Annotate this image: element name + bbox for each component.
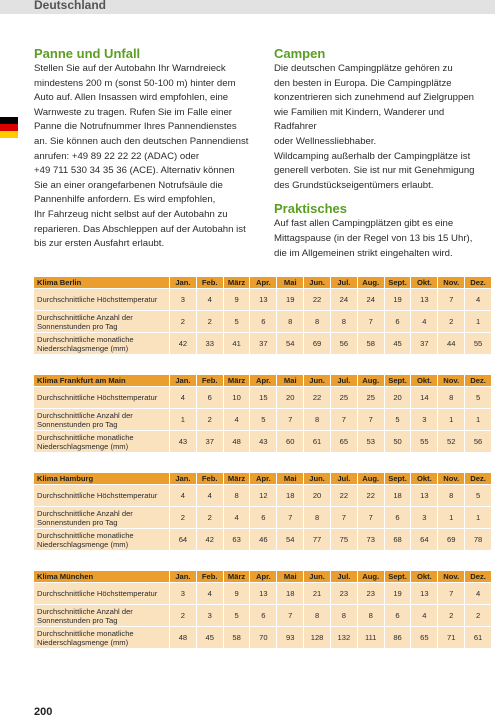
table-row: [34, 333, 492, 355]
month-header: Dez.: [465, 571, 492, 583]
table-cell: 25: [330, 387, 357, 409]
table-cell: 25: [357, 387, 384, 409]
month-header: Jan.: [170, 375, 197, 387]
month-header: Jun.: [304, 473, 331, 485]
table-cell: 53: [357, 431, 384, 453]
month-header: März: [223, 571, 250, 583]
climate-city-title: Klima Frankfurt am Main: [34, 375, 170, 387]
month-header: Okt.: [411, 277, 438, 289]
table-cell: 19: [384, 583, 411, 605]
table-cell: 5: [250, 409, 277, 431]
month-header: Jul.: [330, 571, 357, 583]
panne-section: [34, 46, 249, 252]
table-cell: 4: [223, 507, 250, 529]
table-cell: 7: [438, 289, 465, 311]
table-cell: 13: [411, 583, 438, 605]
praktisches-heading: Praktisches: [274, 201, 347, 217]
table-cell: 6: [250, 311, 277, 333]
month-header: Okt.: [411, 473, 438, 485]
table-cell: 1: [465, 311, 492, 333]
table-cell: 3: [411, 507, 438, 529]
table-cell: 2: [170, 507, 197, 529]
table-cell: 43: [170, 431, 197, 453]
table-cell: 73: [357, 529, 384, 551]
table-cell: 2: [438, 605, 465, 627]
climate-table: [34, 473, 492, 550]
running-header: [0, 0, 495, 14]
table-cell: 3: [170, 583, 197, 605]
table-cell: 5: [465, 485, 492, 507]
table-cell: 1: [438, 409, 465, 431]
table-cell: 61: [304, 431, 331, 453]
table-cell: 86: [384, 627, 411, 649]
month-header: Sept.: [384, 473, 411, 485]
row-label: Durchschnittliche monatliche Niederschlagsmenge (mm): [34, 627, 170, 649]
month-header: Feb.: [196, 571, 223, 583]
climate-table-header: [34, 571, 492, 583]
flag-stripe-black: [0, 117, 18, 124]
table-cell: 10: [223, 387, 250, 409]
table-cell: 20: [384, 387, 411, 409]
row-label: Durchschnittliche monatliche Niederschlagsmenge (mm): [34, 529, 170, 551]
table-cell: 2: [196, 507, 223, 529]
climate-table-header: [34, 375, 492, 387]
table-cell: 22: [304, 289, 331, 311]
table-cell: 8: [304, 507, 331, 529]
table-cell: 65: [330, 431, 357, 453]
table-cell: 19: [384, 289, 411, 311]
climate-table-header: [34, 277, 492, 289]
table-cell: 9: [223, 583, 250, 605]
table-cell: 8: [357, 605, 384, 627]
table-cell: 93: [277, 627, 304, 649]
table-cell: 111: [357, 627, 384, 649]
table-cell: 6: [384, 507, 411, 529]
table-cell: 44: [438, 333, 465, 355]
row-label: Durchschnittliche monatliche Niederschlagsmenge (mm): [34, 333, 170, 355]
month-header: Nov.: [438, 375, 465, 387]
table-cell: 77: [304, 529, 331, 551]
month-header: März: [223, 473, 250, 485]
climate-table-header: [34, 473, 492, 485]
month-header: Aug.: [357, 571, 384, 583]
table-cell: 4: [170, 485, 197, 507]
table-cell: 20: [277, 387, 304, 409]
table-cell: 8: [223, 485, 250, 507]
table-cell: 7: [357, 311, 384, 333]
table-row: [34, 387, 492, 409]
month-header: Apr.: [250, 473, 277, 485]
table-cell: 7: [357, 507, 384, 529]
table-cell: 22: [330, 485, 357, 507]
month-header: Feb.: [196, 277, 223, 289]
table-cell: 61: [465, 627, 492, 649]
praktisches-text: Auf fast allen Campingplätzen gibt es eine Mittagspause (in der Regel von 13 bis 15 Uhr), die im Allgemeinen strikt eingehalten wird.: [274, 218, 473, 259]
table-cell: 1: [465, 409, 492, 431]
month-header: Aug.: [357, 473, 384, 485]
table-cell: 2: [196, 409, 223, 431]
table-cell: 8: [438, 387, 465, 409]
row-label: Durchschnittliche Anzahl der Sonnenstunden pro Tag: [34, 507, 170, 529]
table-cell: 63: [223, 529, 250, 551]
table-cell: 18: [277, 583, 304, 605]
table-row: [34, 311, 492, 333]
table-cell: 13: [411, 289, 438, 311]
month-header: Sept.: [384, 375, 411, 387]
table-cell: 64: [411, 529, 438, 551]
table-cell: 55: [411, 431, 438, 453]
table-cell: 43: [250, 431, 277, 453]
row-label: Durchschnittliche Höchsttemperatur: [34, 387, 170, 409]
table-cell: 45: [384, 333, 411, 355]
table-cell: 8: [304, 409, 331, 431]
panne-text: Stellen Sie auf der Autobahn Ihr Warndreieck mindestens 200 m (sonst 50-100 m) hinter dem Auto auf. Allen Insassen wird empfohlen, eine Warnweste zu tragen. Rufen Sie im Falle einer Panne die Notrufnummer Ihres Pannendienstes an. Sie können auch den deutschen Pannendienst anrufen: +49 89 22 22 22 (ADAC) oder +49 711 530 34 35 36 (ACE). Alternativ können Sie an einer orangefarbenen Notrufsäule die Pannenhilfe anfordern. Es wird empfohlen, Ihr Fahrzeug nicht selbst auf der Autobahn zu reparieren. Das Abschleppen auf der Autobahn ist bis zur ersten Ausfahrt erlaubt.: [34, 63, 249, 250]
table-cell: 132: [330, 627, 357, 649]
table-cell: 23: [330, 583, 357, 605]
table-cell: 3: [170, 289, 197, 311]
table-cell: 70: [250, 627, 277, 649]
table-cell: 7: [330, 507, 357, 529]
table-row: [34, 605, 492, 627]
table-cell: 14: [411, 387, 438, 409]
table-cell: 8: [330, 311, 357, 333]
month-header: Apr.: [250, 277, 277, 289]
table-cell: 128: [304, 627, 331, 649]
month-header: Jul.: [330, 277, 357, 289]
month-header: Jul.: [330, 473, 357, 485]
table-cell: 24: [330, 289, 357, 311]
table-cell: 5: [223, 311, 250, 333]
table-cell: 7: [357, 409, 384, 431]
table-cell: 48: [170, 627, 197, 649]
page-number: 200: [34, 706, 53, 718]
table-cell: 23: [357, 583, 384, 605]
table-cell: 41: [223, 333, 250, 355]
table-cell: 22: [304, 387, 331, 409]
table-cell: 6: [196, 387, 223, 409]
table-cell: 42: [170, 333, 197, 355]
month-header: Okt.: [411, 571, 438, 583]
table-row: [34, 529, 492, 551]
table-cell: 4: [170, 387, 197, 409]
month-header: Dez.: [465, 473, 492, 485]
table-cell: 5: [223, 605, 250, 627]
month-header: Aug.: [357, 375, 384, 387]
month-header: Feb.: [196, 473, 223, 485]
row-label: Durchschnittliche Anzahl der Sonnenstunden pro Tag: [34, 605, 170, 627]
table-cell: 9: [223, 289, 250, 311]
table-cell: 37: [196, 431, 223, 453]
month-header: Jan.: [170, 473, 197, 485]
table-row: [34, 583, 492, 605]
table-cell: 2: [196, 311, 223, 333]
table-cell: 50: [384, 431, 411, 453]
table-cell: 7: [277, 507, 304, 529]
month-header: Sept.: [384, 277, 411, 289]
table-cell: 7: [330, 409, 357, 431]
table-cell: 54: [277, 529, 304, 551]
month-header: Sept.: [384, 571, 411, 583]
flag-stripe-red: [0, 124, 18, 131]
month-header: Jun.: [304, 375, 331, 387]
table-cell: 56: [465, 431, 492, 453]
table-cell: 6: [250, 507, 277, 529]
table-cell: 12: [250, 485, 277, 507]
table-cell: 60: [277, 431, 304, 453]
table-row: [34, 507, 492, 529]
month-header: Nov.: [438, 571, 465, 583]
table-cell: 37: [250, 333, 277, 355]
month-header: Mai: [277, 277, 304, 289]
table-cell: 1: [438, 507, 465, 529]
table-cell: 56: [330, 333, 357, 355]
row-label: Durchschnittliche Höchsttemperatur: [34, 485, 170, 507]
table-cell: 24: [357, 289, 384, 311]
table-cell: 54: [277, 333, 304, 355]
month-header: März: [223, 277, 250, 289]
month-header: Jun.: [304, 571, 331, 583]
table-cell: 8: [304, 605, 331, 627]
flag-stripe-gold: [0, 131, 18, 138]
table-cell: 7: [438, 583, 465, 605]
table-cell: 42: [196, 529, 223, 551]
month-header: Mai: [277, 571, 304, 583]
table-cell: 13: [411, 485, 438, 507]
table-cell: 55: [465, 333, 492, 355]
table-cell: 2: [170, 605, 197, 627]
table-cell: 64: [170, 529, 197, 551]
table-cell: 58: [223, 627, 250, 649]
month-header: Feb.: [196, 375, 223, 387]
table-cell: 3: [411, 409, 438, 431]
table-cell: 33: [196, 333, 223, 355]
climate-table: [34, 571, 492, 648]
table-cell: 4: [223, 409, 250, 431]
table-row: [34, 627, 492, 649]
table-cell: 65: [411, 627, 438, 649]
month-header: Mai: [277, 375, 304, 387]
climate-table: [34, 277, 492, 354]
table-cell: 58: [357, 333, 384, 355]
table-cell: 4: [411, 311, 438, 333]
table-cell: 69: [438, 529, 465, 551]
table-cell: 4: [465, 289, 492, 311]
table-cell: 3: [196, 605, 223, 627]
climate-city-title: Klima München: [34, 571, 170, 583]
month-header: Okt.: [411, 375, 438, 387]
month-header: Dez.: [465, 375, 492, 387]
table-cell: 6: [384, 311, 411, 333]
table-cell: 7: [277, 605, 304, 627]
germany-flag-icon: [0, 117, 18, 138]
table-cell: 6: [384, 605, 411, 627]
row-label: Durchschnittliche Höchsttemperatur: [34, 289, 170, 311]
month-header: Jan.: [170, 277, 197, 289]
table-cell: 2: [438, 311, 465, 333]
month-header: Jul.: [330, 375, 357, 387]
table-cell: 4: [196, 485, 223, 507]
table-cell: 20: [304, 485, 331, 507]
month-header: Apr.: [250, 571, 277, 583]
table-cell: 2: [170, 311, 197, 333]
table-cell: 8: [304, 311, 331, 333]
panne-heading: Panne und Unfall: [34, 46, 141, 61]
table-cell: 75: [330, 529, 357, 551]
table-cell: 71: [438, 627, 465, 649]
row-label: Durchschnittliche Anzahl der Sonnenstunden pro Tag: [34, 311, 170, 333]
month-header: Jan.: [170, 571, 197, 583]
row-label: Durchschnittliche monatliche Niederschlagsmenge (mm): [34, 431, 170, 453]
table-cell: 68: [384, 529, 411, 551]
table-cell: 4: [196, 583, 223, 605]
table-cell: 1: [170, 409, 197, 431]
campen-heading: Campen: [274, 46, 326, 61]
table-cell: 45: [196, 627, 223, 649]
table-cell: 69: [304, 333, 331, 355]
table-cell: 19: [277, 289, 304, 311]
row-label: Durchschnittliche Höchsttemperatur: [34, 583, 170, 605]
table-cell: 13: [250, 289, 277, 311]
table-cell: 1: [465, 507, 492, 529]
country-title: Deutschland: [34, 0, 107, 12]
table-row: [34, 431, 492, 453]
table-cell: 46: [250, 529, 277, 551]
climate-city-title: Klima Berlin: [34, 277, 170, 289]
table-cell: 52: [438, 431, 465, 453]
table-cell: 18: [277, 485, 304, 507]
table-cell: 21: [304, 583, 331, 605]
table-cell: 5: [465, 387, 492, 409]
table-cell: 8: [438, 485, 465, 507]
climate-city-title: Klima Hamburg: [34, 473, 170, 485]
month-header: Nov.: [438, 277, 465, 289]
row-label: Durchschnittliche Anzahl der Sonnenstunden pro Tag: [34, 409, 170, 431]
table-cell: 15: [250, 387, 277, 409]
campen-text: Die deutschen Campingplätze gehören zu den besten in Europa. Die Campingplätze konzentrieren sich zunehmend auf Zielgruppen wie Familien mit Kindern, Wanderer und Radfahrer oder Wellnessliebhaber. Wildcamping außerhalb der Campingplätze ist generell verboten. Sie ist nur mit Genehmigung des Grundstückseigentümers erlaubt.: [274, 63, 475, 191]
table-cell: 8: [330, 605, 357, 627]
table-cell: 2: [465, 605, 492, 627]
table-cell: 5: [384, 409, 411, 431]
table-cell: 48: [223, 431, 250, 453]
table-cell: 4: [465, 583, 492, 605]
table-row: [34, 485, 492, 507]
month-header: Apr.: [250, 375, 277, 387]
table-cell: 8: [277, 311, 304, 333]
table-cell: 37: [411, 333, 438, 355]
table-cell: 6: [250, 605, 277, 627]
table-row: [34, 409, 492, 431]
table-cell: 13: [250, 583, 277, 605]
table-cell: 4: [196, 289, 223, 311]
table-cell: 78: [465, 529, 492, 551]
table-cell: 18: [384, 485, 411, 507]
table-cell: 22: [357, 485, 384, 507]
month-header: Jun.: [304, 277, 331, 289]
month-header: März: [223, 375, 250, 387]
month-header: Mai: [277, 473, 304, 485]
month-header: Dez.: [465, 277, 492, 289]
table-cell: 7: [277, 409, 304, 431]
climate-table: [34, 375, 492, 452]
campen-section: [274, 46, 489, 261]
table-cell: 4: [411, 605, 438, 627]
month-header: Nov.: [438, 473, 465, 485]
month-header: Aug.: [357, 277, 384, 289]
table-row: [34, 289, 492, 311]
